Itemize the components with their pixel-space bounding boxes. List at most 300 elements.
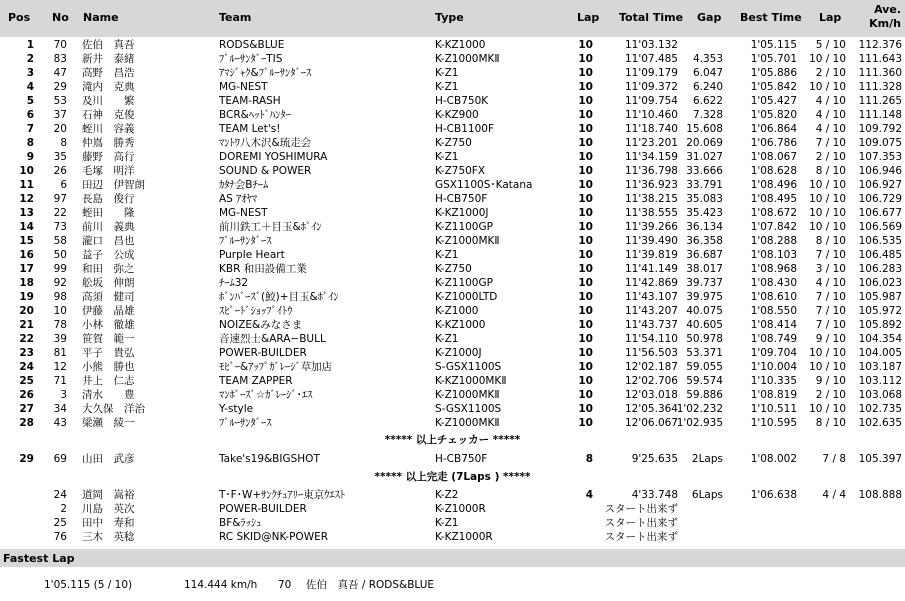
cell-team: Y-style [219,403,254,415]
cell-machine-type: K-KZ1000J [435,207,489,219]
cell-gap: 1'02.935 [676,417,723,429]
cell-laps: 10 [578,361,593,373]
cell-average-speed: 108.888 [858,489,902,501]
cell-position: 15 [19,235,34,247]
cell-machine-type: K-Z1000MKⅡ [435,417,500,429]
cell-best-lap: 4 / 10 [815,123,846,135]
cell-laps: 8 [585,453,593,465]
cell-laps: 10 [578,333,593,345]
cell-total-time: 11'39.266 [625,221,678,233]
cell-position: 7 [26,123,34,135]
cell-position: 2 [26,53,34,65]
cell-rider-name: 長島 俊行 [82,193,135,205]
fastest-lap-rider: 佐伯 真吾 / RODS&BLUE [306,579,435,591]
cell-total-time: 11'10.460 [625,109,678,121]
cell-team: Purple Heart [219,249,285,261]
cell-rider-name: 田中 寿和 [82,517,135,529]
cell-total-time: 11'43.107 [625,291,678,303]
cell-total-time: 11'56.503 [625,347,678,359]
cell-laps: 4 [585,489,593,501]
header-ave-unit: Km/h [869,17,901,30]
cell-total-time: 12'06.067 [625,417,678,429]
cell-total-time: 11'09.179 [625,67,678,79]
cell-position: 18 [19,277,34,289]
cell-average-speed: 104.354 [858,333,902,345]
header-no: No [52,11,69,24]
table-row [0,318,905,332]
cell-rider-name: 和田 弥之 [82,263,135,275]
table-row [0,502,905,516]
cell-position: 14 [19,221,34,233]
cell-best-time: 1'08.550 [750,305,797,317]
cell-rider-name: 井上 仁志 [82,375,135,387]
table-row [0,332,905,346]
cell-total-time: 11'23.201 [625,137,678,149]
cell-position: 23 [19,347,34,359]
cell-rider-name: 仲嶌 勝秀 [82,137,135,149]
cell-total-time: 11'38.555 [625,207,678,219]
cell-best-lap: 10 / 10 [809,347,846,359]
cell-laps: 10 [578,221,593,233]
cell-laps: 10 [578,403,593,415]
cell-rider-name: 平子 貴弘 [82,347,135,359]
cell-number: 22 [53,207,67,219]
cell-best-lap: 10 / 10 [809,361,846,373]
cell-machine-type: H-CB750K [435,95,489,107]
cell-team: ﾁｰﾑ32 [219,277,249,289]
cell-best-time: 1'08.819 [750,389,797,401]
finished-separator: ***** 以上完走 (7Laps ) ***** [374,471,531,483]
cell-best-lap: 2 / 10 [815,389,846,401]
cell-team: AS ｱｵﾔﾏ [219,193,258,205]
table-row [0,80,905,94]
cell-position: 17 [19,263,34,275]
cell-laps: 10 [578,193,593,205]
cell-average-speed: 106.283 [858,263,902,275]
cell-rider-name: 小熊 勝也 [82,361,135,373]
table-row [0,234,905,248]
cell-position: 8 [26,137,34,149]
cell-best-time: 1'08.495 [750,193,797,205]
cell-machine-type: GSX1100S･Katana [435,179,533,191]
cell-number: 29 [53,81,67,93]
cell-laps: 10 [578,277,593,289]
header-name: Name [83,11,119,24]
table-row [0,374,905,388]
cell-number: 8 [60,137,67,149]
header-best-time: Best Time [740,11,802,24]
cell-gap: 36.687 [686,249,723,261]
cell-best-lap: 9 / 10 [815,333,846,345]
cell-number: 43 [53,417,67,429]
cell-gap: 6.622 [692,95,723,107]
fastest-lap-header [0,549,905,567]
cell-best-lap: 10 / 10 [809,403,846,415]
cell-average-speed: 107.353 [858,151,902,163]
cell-rider-name: 梁瀬 綾一 [82,417,135,429]
cell-number: 99 [53,263,67,275]
cell-total-time: 11'38.215 [625,193,678,205]
cell-team: ｶﾀﾅ会Bﾁｰﾑ [219,179,269,191]
cell-number: 24 [53,489,67,501]
cell-machine-type: K-Z1000J [435,347,482,359]
cell-gap: 39.737 [686,277,723,289]
cell-average-speed: 106.023 [858,277,902,289]
cell-number: 78 [53,319,67,331]
header-pos: Pos [8,11,31,24]
cell-team: ﾏﾝﾎﾞｰｽﾞ☆ｶﾞﾚｰｼﾞ･ｴｽ [219,389,313,401]
cell-best-lap: 10 / 10 [809,81,846,93]
cell-machine-type: K-Z1000LTD [435,291,498,303]
cell-position: 20 [19,305,34,317]
cell-rider-name: 高野 昌浩 [82,67,135,79]
table-row [0,388,905,402]
cell-position: 10 [19,165,34,177]
cell-position: 19 [19,291,34,303]
header-ave-label: Ave. [874,3,901,16]
cell-best-time: 1'08.414 [750,319,797,331]
cell-best-time: 1'08.067 [750,151,797,163]
cell-best-lap: 4 / 10 [815,109,846,121]
table-row [0,452,905,466]
cell-total-time: 11'39.819 [625,249,678,261]
cell-best-time: 1'08.496 [750,179,797,191]
cell-best-lap: 9 / 10 [815,375,846,387]
cell-best-time: 1'06.638 [750,489,797,501]
cell-gap: 39.975 [686,291,723,303]
table-row [0,220,905,234]
cell-number: 35 [53,151,67,163]
cell-best-time: 1'08.430 [750,277,797,289]
cell-best-time: 1'05.842 [750,81,797,93]
cell-gap: 59.886 [686,389,723,401]
cell-total-time: 11'07.485 [625,53,678,65]
cell-rider-name: 藤野 高行 [82,151,135,163]
cell-machine-type: K-Z1 [435,249,459,261]
cell-best-time: 1'05.701 [750,53,797,65]
cell-team: BF&ﾗｯｼｭ [219,517,262,529]
cell-position: 6 [26,109,34,121]
cell-laps: 10 [578,137,593,149]
cell-average-speed: 105.987 [858,291,902,303]
cell-total-time: 11'36.798 [625,165,678,177]
cell-average-speed: 111.643 [858,53,902,65]
cell-total-time: 4'33.748 [631,489,678,501]
cell-position: 12 [19,193,34,205]
cell-rider-name: 小林 徹雄 [82,319,135,331]
cell-team: 前川鉄工＋目玉&ﾎﾞｲﾝ [219,221,322,233]
cell-gap: 35.423 [686,207,723,219]
cell-best-lap: 7 / 10 [815,249,846,261]
cell-position: 25 [19,375,34,387]
cell-position: 28 [19,417,34,429]
cell-team: TEAM ZAPPER [219,375,293,387]
table-row [0,206,905,220]
cell-best-time: 1'08.103 [750,249,797,261]
cell-best-time: 1'08.672 [750,207,797,219]
cell-laps: 10 [578,81,593,93]
cell-laps: 10 [578,207,593,219]
cell-laps: 10 [578,347,593,359]
cell-best-time: 1'09.704 [750,347,797,359]
cell-total-time: 9'25.635 [631,453,678,465]
cell-gap: 36.358 [686,235,723,247]
cell-rider-name: 高須 健司 [82,291,135,303]
table-row [0,346,905,360]
cell-average-speed: 106.927 [858,179,902,191]
cell-best-lap: 7 / 10 [815,291,846,303]
cell-machine-type: K-Z1 [435,151,459,163]
cell-best-lap: 10 / 10 [809,207,846,219]
cell-average-speed: 105.397 [858,453,902,465]
cell-best-lap: 5 / 10 [815,39,846,51]
cell-total-time: スタート出来ず [604,531,678,543]
cell-average-speed: 102.735 [858,403,902,415]
cell-laps: 10 [578,53,593,65]
cell-best-time: 1'10.595 [750,417,797,429]
cell-best-time: 1'08.628 [750,165,797,177]
cell-team: MG-NEST [219,81,268,93]
cell-gap: 4.353 [692,53,723,65]
cell-machine-type: K-Z1 [435,81,459,93]
cell-total-time: 11'09.754 [625,95,678,107]
cell-gap: 59.574 [686,375,723,387]
cell-best-lap: 10 / 10 [809,221,846,233]
cell-average-speed: 106.569 [858,221,902,233]
cell-laps: 10 [578,263,593,275]
cell-best-time: 1'05.820 [750,109,797,121]
cell-laps: 10 [578,417,593,429]
cell-number: 12 [53,361,67,373]
cell-best-lap: 4 / 10 [815,277,846,289]
cell-rider-name: 益子 公成 [82,249,135,261]
cell-best-lap: 3 / 10 [815,263,846,275]
cell-best-time: 1'08.288 [750,235,797,247]
table-row [0,94,905,108]
cell-gap: 50.978 [686,333,723,345]
cell-best-lap: 10 / 10 [809,53,846,65]
cell-number: 83 [53,53,67,65]
fastest-lap-no: 70 [278,579,292,591]
cell-team: TEAM-RASH [219,95,281,107]
cell-best-time: 1'08.968 [750,263,797,275]
cell-laps: 10 [578,375,593,387]
cell-average-speed: 106.535 [858,235,902,247]
cell-machine-type: K-Z1100GP [435,277,493,289]
header-type: Type [435,11,464,24]
cell-gap: 2Laps [691,453,723,465]
cell-number: 47 [53,67,67,79]
cell-best-lap: 2 / 10 [815,67,846,79]
cell-average-speed: 106.677 [858,207,902,219]
table-row [0,178,905,192]
cell-best-time: 1'05.115 [750,39,797,51]
cell-number: 26 [53,165,67,177]
cell-gap: 33.666 [686,165,723,177]
cell-best-time: 1'05.427 [750,95,797,107]
cell-number: 70 [53,39,67,51]
cell-laps: 10 [578,389,593,401]
cell-position: 22 [19,333,34,345]
table-row [0,150,905,164]
cell-gap: 15.608 [686,123,723,135]
cell-best-time: 1'10.004 [750,361,797,373]
cell-team: ｽﾋﾟｰﾄﾞｼｮｯﾌﾟｲﾄｳ [219,305,293,317]
cell-number: 58 [53,235,67,247]
cell-number: 37 [53,109,67,121]
cell-laps: 10 [578,291,593,303]
cell-machine-type: K-Z750 [435,263,472,275]
cell-best-time: 1'10.335 [750,375,797,387]
cell-machine-type: K-Z1000MKⅡ [435,235,500,247]
cell-total-time: 11'54.110 [625,333,678,345]
cell-machine-type: S-GSX1100S [435,403,502,415]
cell-best-lap: 8 / 10 [815,165,846,177]
cell-number: 73 [53,221,67,233]
table-row [0,516,905,530]
cell-gap: 31.027 [686,151,723,163]
cell-team: NOIZE&みなさま [219,319,303,331]
cell-average-speed: 103.068 [858,389,902,401]
table-row [0,360,905,374]
header-ave [869,3,901,31]
cell-rider-name: 伊藤 晶雄 [82,305,135,317]
cell-best-time: 1'05.886 [750,67,797,79]
cell-laps: 10 [578,109,593,121]
cell-laps: 10 [578,235,593,247]
cell-machine-type: K-Z1000MKⅡ [435,389,500,401]
cell-machine-type: K-KZ1000R [435,531,493,543]
table-row [0,488,905,502]
cell-gap: 59.055 [686,361,723,373]
cell-best-lap: 7 / 10 [815,137,846,149]
table-row [0,164,905,178]
cell-position: 27 [19,403,34,415]
table-row [0,416,905,430]
cell-team: POWER-BUILDER [219,347,307,359]
cell-team: DOREMI YOSHIMURA [219,151,328,163]
cell-rider-name: 大久保 洋治 [82,403,145,415]
cell-team: Take's19&BIGSHOT [219,453,320,465]
cell-rider-name: 舩坂 伸朗 [82,277,135,289]
cell-gap: 1'02.232 [676,403,723,415]
fastest-lap-row [0,578,905,592]
cell-team: ﾌﾞﾙｰｻﾝﾀﾞｰｽ [219,417,272,429]
header-lap: Lap [577,11,600,24]
cell-rider-name: 及川 繁 [82,95,135,107]
cell-machine-type: K-Z1000R [435,503,486,515]
cell-gap: 35.083 [686,193,723,205]
cell-number: 71 [53,375,67,387]
cell-number: 25 [53,517,67,529]
cell-total-time: 11'09.372 [625,81,678,93]
cell-best-time: 1'06.864 [750,123,797,135]
cell-position: 13 [19,207,34,219]
cell-machine-type: K-Z1000 [435,305,479,317]
cell-laps: 10 [578,95,593,107]
cell-rider-name: 清水 豊 [82,389,135,401]
cell-position: 24 [19,361,34,373]
cell-team: ﾏﾝﾄﾜ八木沢&琉走会 [219,137,312,149]
cell-team: RODS&BLUE [219,39,285,51]
cell-best-time: 1'08.749 [750,333,797,345]
cell-average-speed: 111.328 [858,81,902,93]
cell-total-time: スタート出来ず [604,503,678,515]
cell-total-time: スタート出来ず [604,517,678,529]
cell-gap: 6.240 [692,81,723,93]
cell-number: 76 [53,531,67,543]
cell-average-speed: 106.946 [858,165,902,177]
cell-laps: 10 [578,319,593,331]
cell-best-lap: 10 / 10 [809,179,846,191]
cell-team: POWER-BUILDER [219,503,307,515]
cell-rider-name: 毛塚 明洋 [82,165,135,177]
cell-number: 92 [53,277,67,289]
cell-best-lap: 2 / 10 [815,151,846,163]
cell-team: ﾎﾞﾝﾊﾞｰｽﾞ(鮫)+目玉&ﾎﾞｲﾝ [219,291,339,303]
cell-position: 5 [26,95,34,107]
cell-laps: 10 [578,67,593,79]
cell-average-speed: 111.265 [858,95,902,107]
cell-gap: 36.134 [686,221,723,233]
cell-rider-name: 石神 克俊 [82,109,135,121]
cell-best-time: 1'08.002 [750,453,797,465]
cell-team: ﾓﾋﾞｰ&ｱｯﾌﾟｶﾞﾚｰｼﾞ草加店 [219,361,333,373]
cell-gap: 6.047 [692,67,723,79]
cell-average-speed: 104.005 [858,347,902,359]
cell-best-time: 1'08.610 [750,291,797,303]
cell-average-speed: 103.112 [858,375,902,387]
cell-position: 1 [26,39,34,51]
cell-rider-name: 道岡 嵩裕 [82,489,135,501]
cell-position: 29 [19,453,34,465]
cell-number: 69 [53,453,67,465]
header-best-lap: Lap [819,11,842,24]
cell-total-time: 11'41.149 [625,263,678,275]
table-row [0,136,905,150]
fastest-lap-time: 1'05.115 (5 / 10) [44,579,133,591]
cell-laps: 10 [578,249,593,261]
results-header [0,0,905,37]
cell-position: 9 [26,151,34,163]
cell-gap: 33.791 [686,179,723,191]
cell-average-speed: 103.187 [858,361,902,373]
cell-laps: 10 [578,165,593,177]
cell-machine-type: K-Z750FX [435,165,486,177]
cell-machine-type: K-Z750 [435,137,472,149]
table-row [0,38,905,52]
cell-average-speed: 102.635 [858,417,902,429]
cell-gap: 6Laps [691,489,723,501]
cell-laps: 10 [578,39,593,51]
cell-team: T･F･W+ｻﾝｸﾁｭｱﾘｰ東京ｳｴｽﾄ [219,489,346,501]
cell-number: 2 [60,503,67,515]
cell-total-time: 11'18.740 [625,123,678,135]
header-gap: Gap [697,11,722,24]
cell-rider-name: 蛭田 隆 [82,207,135,219]
cell-machine-type: H-CB750F [435,193,488,205]
cell-gap: 7.328 [692,109,723,121]
cell-number: 53 [53,95,67,107]
fastest-lap-title: Fastest Lap [3,552,75,565]
cell-total-time: 12'03.018 [625,389,678,401]
cell-machine-type: K-Z1 [435,517,459,529]
cell-best-time: 1'06.786 [750,137,797,149]
cell-average-speed: 105.892 [858,319,902,331]
table-row [0,66,905,80]
cell-position: 4 [26,81,34,93]
cell-average-speed: 106.729 [858,193,902,205]
